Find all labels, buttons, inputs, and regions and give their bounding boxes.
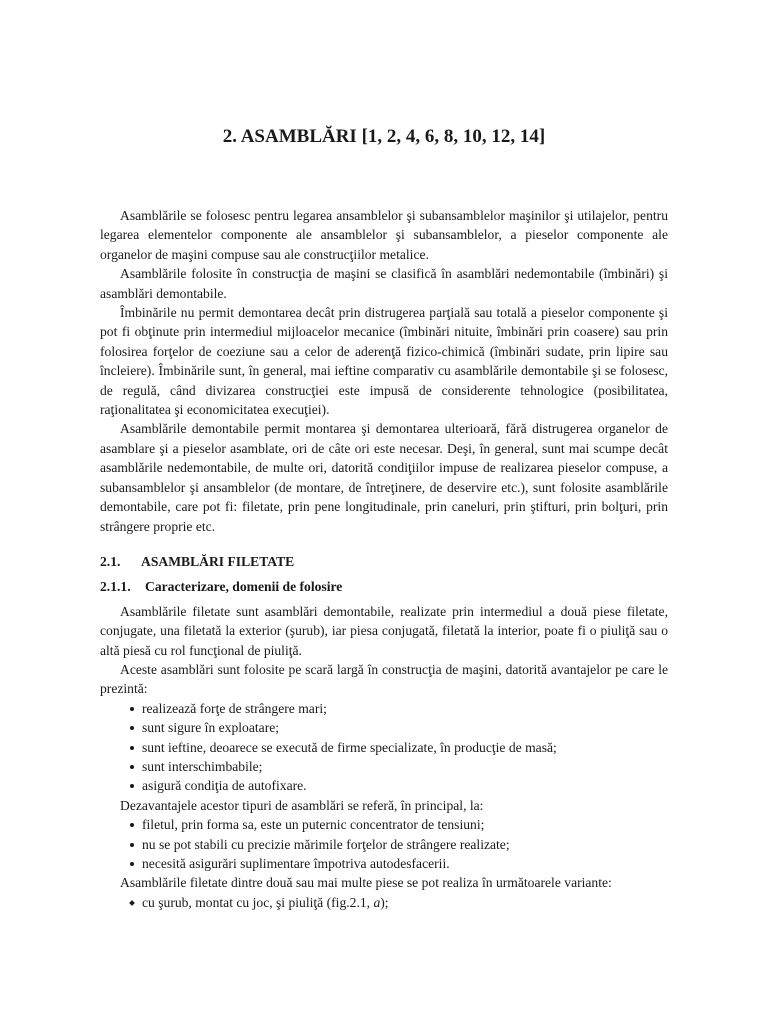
document-body [100, 206, 668, 912]
list-item [130, 893, 668, 912]
subsection-title: Caracterizare, domenii de folosire [145, 579, 343, 595]
list-item: nu se pot stabili cu precizie mărimile forţelor de strângere realizate; [130, 835, 668, 854]
list-item: sunt interschimbabile; [130, 757, 668, 776]
section-heading [100, 552, 668, 571]
paragraph: Asamblările se folosesc pentru legarea ansamblelor şi subansamblelor maşinilor şi utilajelor, pentru legarea elementelor componente ale ansamblelor şi subansamblelor, a pieselor componente ale organelor de maşini compuse sau ale construcţiilor metalice. [100, 208, 668, 262]
paragraph: Îmbinările nu permit demontarea decât prin distrugerea parţială sau totală a pieselor componente şi pot fi obţinute prin intermediul mijloacelor mecanice (îmbinări nituite, îmbinări prin coasere) sau prin folosirea forţelor de coeziune sau a celor de aderenţă fizico-chimică (îmbinări sudate, prin lipire sau încleiere). Îmbinările sunt, în general, mai ieftine comparativ cu asamblările demontabile şi se folosesc, de regulă, când divizarea construcţiei este impusă de considerente tehnologice (posibilitatea, raţionalitatea şi economicitatea execuţiei). [100, 305, 668, 418]
subsection-heading [100, 577, 668, 596]
subsection-number: 2.1.1. [100, 579, 131, 595]
advantages-list [100, 699, 668, 796]
figure-letter: a [373, 894, 381, 910]
paragraph: Asamblările filetate dintre două sau mai multe piese se pot realiza în următoarele variante: [120, 875, 612, 891]
paragraph: Asamblările filetate sunt asamblări demontabile, realizate prin intermediul a două piese filetate, conjugate, una filetată la exterior (şurub), iar piesa conjugată, filetată la interior, poate fi o piuliţă sau o altă piesă cu rol funcţional de piuliţă. [100, 603, 668, 658]
list-item: sunt sigure în exploatare; [130, 718, 668, 737]
section-title: ASAMBLĂRI FILETATE [141, 553, 295, 569]
paragraph: Dezavantajele acestor tipuri de asamblări se referă, în principal, la: [120, 797, 484, 813]
list-item: asigură condiţia de autofixare. [130, 776, 668, 795]
list-item: realizează forţe de strângere mari; [130, 699, 668, 718]
chapter-title: 2. ASAMBLĂRI [1, 2, 4, 6, 8, 10, 12, 14] [222, 126, 546, 147]
paragraph: Asamblările folosite în construcţia de maşini se clasifică în asamblări nedemontabile (îmbinări) şi asamblări demontabile. [100, 266, 668, 301]
section-number: 2.1. [100, 553, 121, 569]
disadvantages-list [100, 815, 668, 873]
variants-list [100, 893, 668, 912]
list-item: necesită asigurări suplimentare împotriva autodesfacerii. [130, 854, 668, 873]
list-item: sunt ieftine, deoarece se execută de firme specializate, în producţie de masă; [130, 738, 668, 757]
paragraph: Aceste asamblări sunt folosite pe scară largă în construcţia de maşini, datorită avantajelor pe care le prezintă: [100, 661, 668, 697]
paragraph: Asamblările demontabile permit montarea şi demontarea ulterioară, fără distrugerea organelor de asamblare şi a pieselor asamblate, ori de câte ori este necesar. Deşi, în general, sunt mai scumpe decât asamblările nedemontabile, de multe ori, datorită condiţiilor impuse de realizarea pieselor compuse, a subansamblelor şi ansamblelor (de montare, de întreţinere, de deservire etc.), sunt folosite asamblările demontabile, care pot fi: filetate, prin pene longitudinale, prin caneluri, prin ştifturi, prin bolţuri, prin strângere proprie etc. [100, 421, 668, 534]
variant-end: ); [380, 894, 389, 910]
variant-text: cu şurub, montat cu joc, şi piuliţă (fig.2.1, [142, 894, 374, 910]
list-item: filetul, prin forma sa, este un puternic concentrator de tensiuni; [130, 815, 668, 834]
